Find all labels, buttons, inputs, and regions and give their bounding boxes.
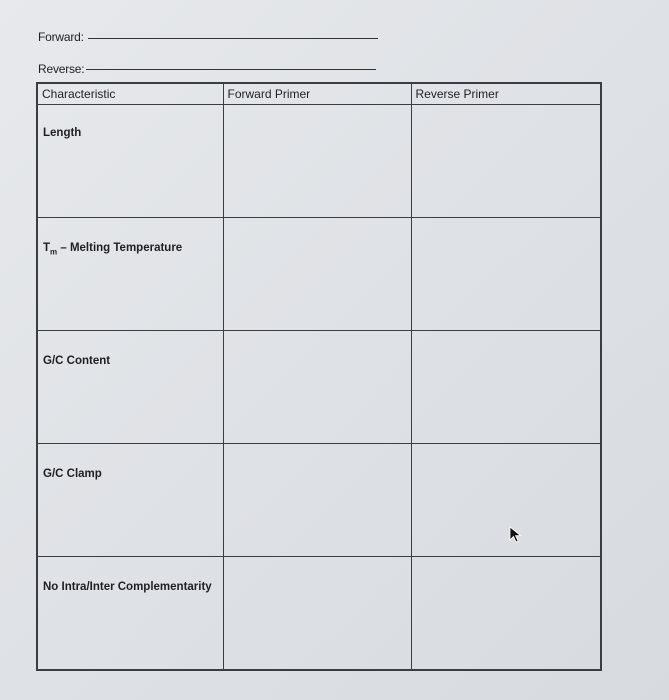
reverse-primer-cell[interactable] (411, 105, 601, 218)
row-label-gc-content: G/C Content (43, 355, 111, 367)
header-forward-primer: Forward Primer (223, 83, 411, 105)
row-label-complementarity: No Intra/Inter Complementarity (43, 581, 212, 593)
forward-primer-cell[interactable] (223, 105, 411, 218)
reverse-label: Reverse: (38, 62, 85, 76)
reverse-primer-cell[interactable] (411, 444, 601, 557)
table-row (37, 331, 601, 444)
forward-blank-line[interactable] (88, 38, 378, 39)
table-row (37, 218, 601, 331)
primer-characteristics-table (36, 82, 602, 671)
table-row (37, 557, 601, 671)
arrow-pointer-icon (508, 526, 524, 544)
forward-primer-cell[interactable] (223, 218, 411, 331)
reverse-primer-cell[interactable] (411, 218, 601, 331)
row-label-melting-temperature: $T_m$ – Melting Temperature (43, 242, 183, 257)
forward-primer-cell[interactable] (223, 331, 411, 444)
reverse-primer-cell[interactable] (411, 331, 601, 444)
forward-label: Forward: (38, 30, 84, 44)
table-header-row (37, 83, 601, 105)
forward-primer-cell[interactable] (223, 557, 411, 671)
table-row (37, 105, 601, 218)
reverse-blank-line[interactable] (86, 69, 376, 70)
characteristic-cell (37, 557, 223, 671)
characteristic-cell (37, 444, 223, 557)
row-label-gc-clamp: G/C Clamp (43, 468, 102, 480)
forward-primer-cell[interactable] (223, 444, 411, 557)
characteristic-cell (37, 105, 223, 218)
characteristic-cell (37, 331, 223, 444)
row-label-length: Length (43, 127, 82, 139)
reverse-primer-cell[interactable] (411, 557, 601, 671)
header-characteristic: Characteristic (37, 83, 223, 105)
header-reverse-primer: Reverse Primer (411, 83, 601, 105)
characteristic-cell (37, 218, 223, 331)
